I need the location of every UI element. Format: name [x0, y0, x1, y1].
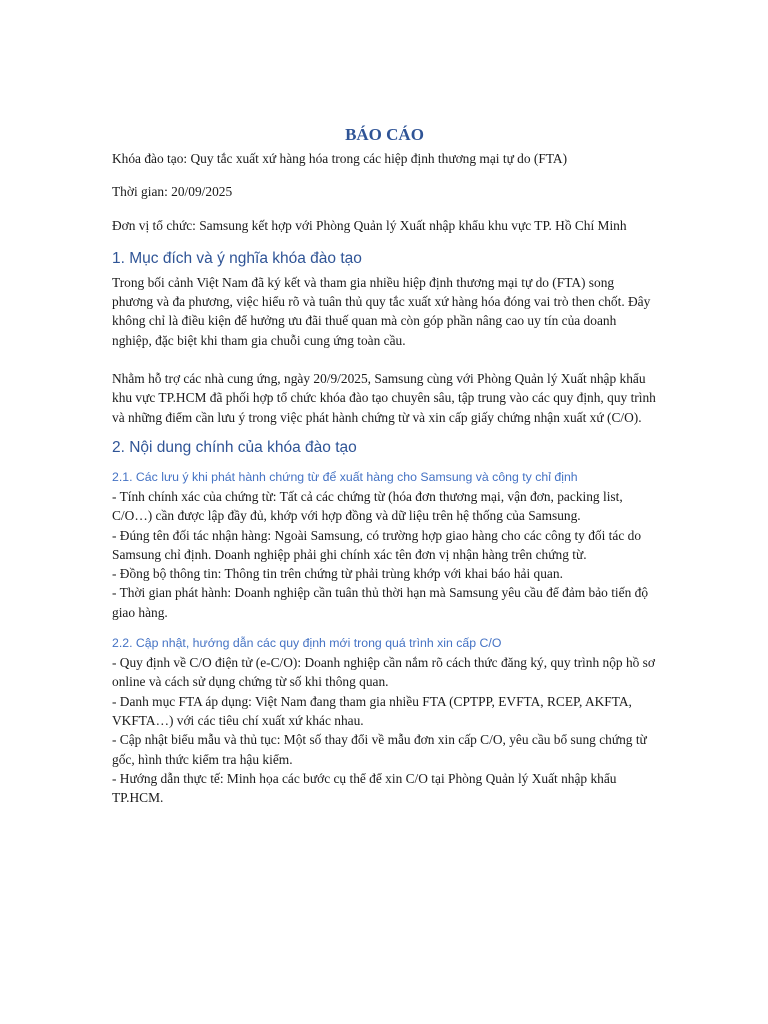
document-page — [112, 124, 657, 807]
section-2-1-item-3: - Đồng bộ thông tin: Thông tin trên chứng từ phải trùng khớp với khai báo hải quan. — [112, 566, 563, 582]
section-2-1-item-2: - Đúng tên đối tác nhận hàng: Ngoài Samsung, có trường hợp giao hàng cho các công ty đối tác do Samsung chỉ định. Doanh nghiệp phải ghi chính xác tên đơn vị nhận hàng trên chứng từ. — [112, 527, 642, 562]
section-2-2-item-1: - Quy định về C/O điện tử (e-C/O): Doanh nghiệp cần nắm rõ cách thức đăng ký, quy trình nộp hồ sơ online và cách sử dụng chứng từ số khi thông quan. — [112, 655, 655, 690]
section-2-1-item-1: - Tính chính xác của chứng từ: Tất cả các chứng từ (hóa đơn thương mại, vận đơn, packing list, C/O…) cần được lập đầy đủ, khớp với hợp đồng và dữ liệu trên hệ thống của Samsung. — [112, 488, 623, 524]
section-2-2-item-3: - Cập nhật biểu mẫu và thủ tục: Một số thay đổi về mẫu đơn xin cấp C/O, yêu cầu bổ sung chứng từ gốc, hình thức kiểm tra hậu kiểm. — [112, 732, 647, 767]
section-1-paragraph-1: Trong bối cảnh Việt Nam đã ký kết và tham gia nhiều hiệp định thương mại tự do (FTA) song phương và đa phương, việc hiểu rõ và tuân thủ quy tắc xuất xứ hàng hóa đóng vai trò then chốt. Đây không chỉ là điều kiện để hưởng ưu đãi thuế quan mà còn góp phần nâng cao uy tín của doanh nghiệp, đặc biệt khi tham gia chuỗi cung ứng toàn cầu. — [112, 274, 651, 348]
section-2-1-item-4: - Thời gian phát hành: Doanh nghiệp cần tuân thủ thời hạn mà Samsung yêu cầu để đảm bảo tiến độ giao hàng. — [112, 585, 649, 620]
time-line: Thời gian: 20/09/2025 — [112, 184, 233, 200]
section-1-heading: 1. Mục đích và ý nghĩa khóa đào tạo — [112, 249, 362, 267]
section-2-heading: 2. Nội dung chính của khóa đào tạo — [112, 438, 357, 456]
course-line: Khóa đào tạo: Quy tắc xuất xứ hàng hóa trong các hiệp định thương mại tự do (FTA) — [112, 151, 568, 166]
section-2-2-item-2: - Danh mục FTA áp dụng: Việt Nam đang tham gia nhiều FTA (CPTPP, EVFTA, RCEP, AKFTA, VKFTA…) với các tiêu chí xuất xứ khác nhau. — [112, 693, 632, 728]
section-2-2-item-4: - Hướng dẫn thực tế: Minh họa các bước cụ thể để xin C/O tại Phòng Quản lý Xuất nhập khẩu TP.HCM. — [112, 770, 617, 806]
organizer-line: Đơn vị tổ chức: Samsung kết hợp với Phòng Quản lý Xuất nhập khẩu khu vực TP. Hồ Chí Minh — [112, 217, 627, 233]
document-title: BÁO CÁO — [345, 125, 424, 144]
section-2-2-heading: 2.2. Cập nhật, hướng dẫn các quy định mới trong quá trình xin cấp C/O — [112, 636, 502, 651]
section-2-1-heading: 2.1. Các lưu ý khi phát hành chứng từ để xuất hàng cho Samsung và công ty chỉ định — [112, 469, 578, 484]
section-1-paragraph-2: Nhằm hỗ trợ các nhà cung ứng, ngày 20/9/2025, Samsung cùng với Phòng Quản lý Xuất nhập khẩu khu vực TP.HCM đã phối hợp tổ chức khóa đào tạo chuyên sâu, tập trung vào các quy định, quy trình và những điểm cần lưu ý trong việc phát hành chứng từ và xin cấp giấy chứng nhận xuất xứ (C/O). — [112, 371, 656, 425]
